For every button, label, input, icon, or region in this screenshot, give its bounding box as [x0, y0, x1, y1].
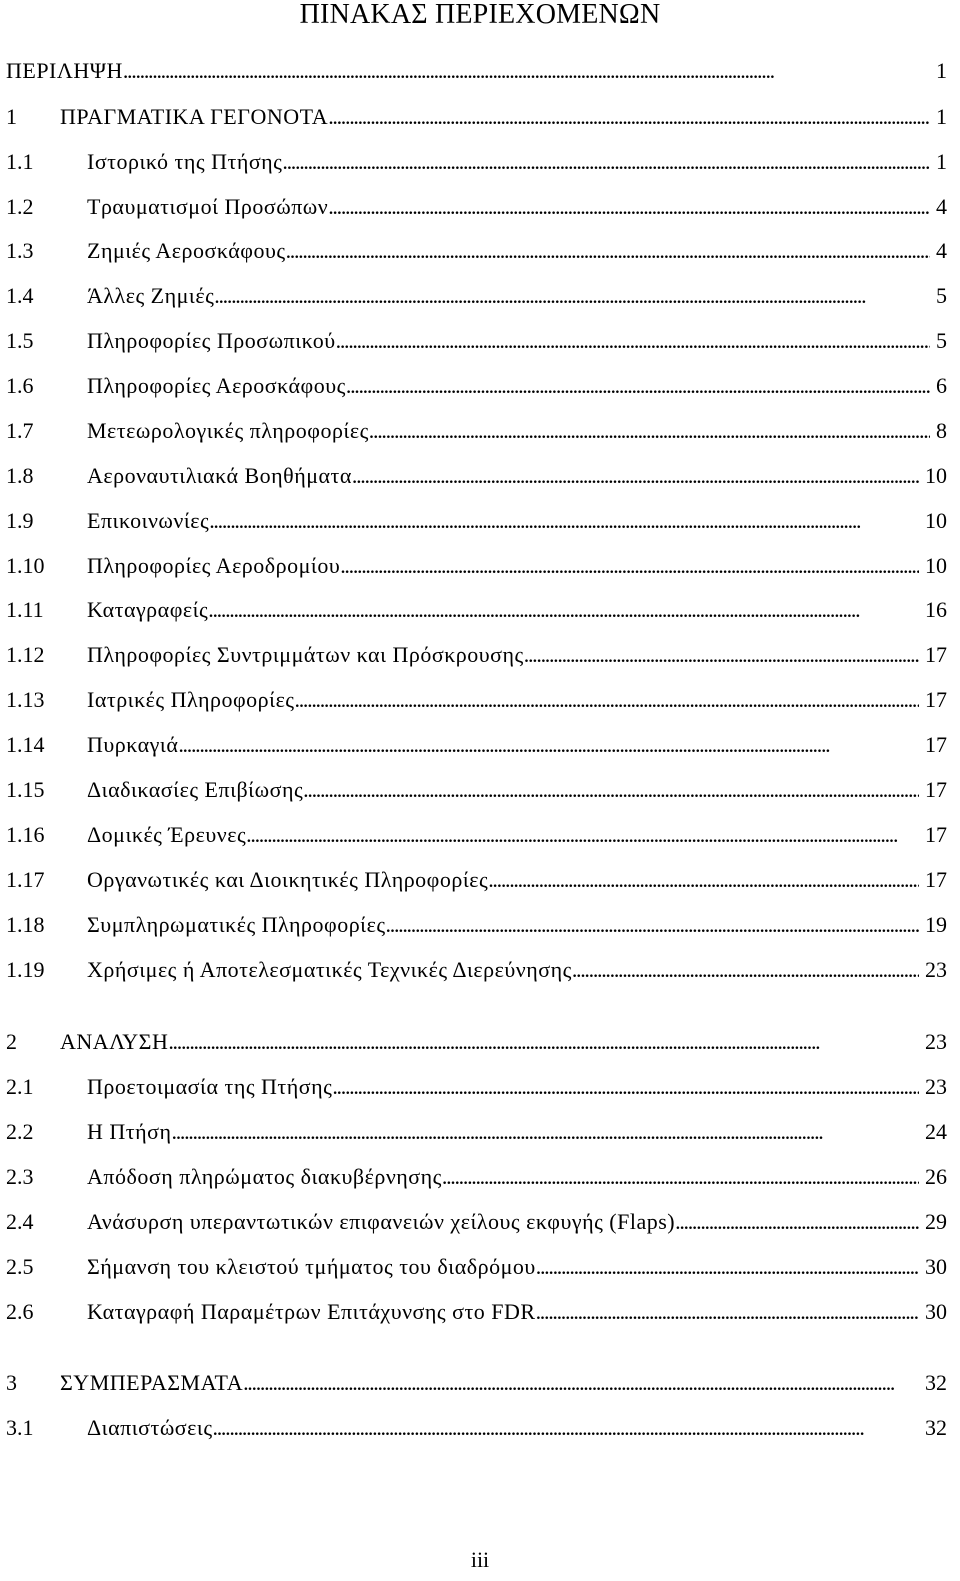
- toc-dot-leader: [123, 56, 930, 86]
- toc-entry-page: 29: [925, 1209, 947, 1234]
- toc-entry[interactable]: [6, 1027, 947, 1057]
- toc-entry-number: 2.6: [6, 1299, 34, 1324]
- toc-dot-leader: [369, 416, 930, 446]
- toc-entry-page: 17: [925, 822, 947, 847]
- toc-entry-number: 3.1: [6, 1415, 34, 1440]
- toc-dot-leader: [303, 775, 919, 805]
- toc-entry[interactable]: [6, 551, 947, 581]
- toc-dot-leader: [282, 147, 930, 177]
- toc-entry-page: 32: [925, 1370, 947, 1395]
- toc-dot-leader: [328, 102, 930, 132]
- toc-entry-page: 1: [936, 58, 947, 83]
- toc-entry[interactable]: [6, 595, 947, 625]
- toc-entry[interactable]: [6, 102, 947, 132]
- toc-entry[interactable]: [6, 1297, 947, 1327]
- toc-entry-page: 17: [925, 867, 947, 892]
- toc-entry-number: 1.19: [6, 957, 45, 982]
- toc-entry[interactable]: [6, 281, 947, 311]
- toc-entry-title: Αεροναυτιλιακά Βοηθήματα: [87, 463, 352, 488]
- toc-entry-title: Χρήσιμες ή Αποτελεσματικές Τεχνικές Διερεύνησης: [87, 957, 572, 982]
- toc-entry-page: 30: [925, 1299, 947, 1324]
- toc-entry-title: Προετοιμασία της Πτήσης: [87, 1074, 333, 1099]
- toc-entry-number: 1.11: [6, 597, 44, 622]
- toc-entry-number: 1.14: [6, 732, 45, 757]
- toc-entry-number: 2.3: [6, 1164, 34, 1189]
- toc-entry-number: 1.15: [6, 777, 45, 802]
- toc-entry-number: 1.5: [6, 328, 34, 353]
- toc-entry[interactable]: [6, 236, 947, 266]
- toc-dot-leader: [246, 820, 919, 850]
- toc-entry-title: Άλλες Ζημιές: [87, 283, 215, 308]
- toc-entry[interactable]: [6, 461, 947, 491]
- toc-entry-number: 2.2: [6, 1119, 34, 1144]
- page-title: ΠΙΝΑΚΑΣ ΠΕΡΙΕΧΟΜΕΝΩΝ: [299, 0, 661, 30]
- toc-entry-page: 19: [925, 912, 947, 937]
- toc-entry[interactable]: [6, 326, 947, 356]
- toc-entry-page: 17: [925, 777, 947, 802]
- toc-entry-number: 1.18: [6, 912, 45, 937]
- toc-dot-leader: [386, 910, 919, 940]
- toc-entry-page: 10: [925, 508, 947, 533]
- toc-dot-leader: [346, 371, 930, 401]
- toc-entry-number: 2.5: [6, 1254, 34, 1279]
- toc-entry-title: Τραυματισμοί Προσώπων: [87, 194, 329, 219]
- toc-entry[interactable]: [6, 1368, 947, 1398]
- toc-entry-number: 3: [6, 1370, 17, 1395]
- toc-dot-leader: [286, 236, 930, 266]
- toc-entry-page: 5: [936, 283, 947, 308]
- toc-entry-title: Συμπληρωματικές Πληροφορίες: [87, 912, 386, 937]
- toc-entry-page: 10: [925, 553, 947, 578]
- toc-entry[interactable]: [6, 1162, 947, 1192]
- toc-entry-number: 1.6: [6, 373, 34, 398]
- toc-dot-leader: [243, 1368, 919, 1398]
- toc-entry-title: Ανάσυρση υπεραντωτικών επιφανειών χείλους εκφυγής (Flaps): [87, 1209, 676, 1234]
- toc-dot-leader: [675, 1207, 919, 1237]
- toc-dot-leader: [488, 865, 919, 895]
- table-of-contents: [6, 0, 947, 1581]
- toc-dot-leader: [168, 1027, 919, 1057]
- toc-entry-page: 23: [925, 957, 947, 982]
- toc-entry-title: Πληροφορίες Συντριμμάτων και Πρόσκρουσης: [87, 642, 524, 667]
- toc-entry-page: 17: [925, 687, 947, 712]
- toc-entry-number: 1.10: [6, 553, 45, 578]
- toc-entry-page: 32: [925, 1415, 947, 1440]
- toc-entry-number: 1.1: [6, 149, 34, 174]
- toc-entry-number: 2.1: [6, 1074, 34, 1099]
- toc-entry-title: Ιστορικό της Πτήσης: [87, 149, 283, 174]
- toc-entry-number: 1.16: [6, 822, 45, 847]
- toc-entry-number: 1.2: [6, 194, 34, 219]
- toc-dot-leader: [213, 1413, 919, 1443]
- toc-entry[interactable]: [6, 685, 947, 715]
- toc-entry[interactable]: [6, 506, 947, 536]
- toc-dot-leader: [178, 730, 919, 760]
- toc-entry-number: 1: [6, 104, 17, 129]
- toc-entry[interactable]: [6, 1413, 947, 1443]
- toc-entry-number: 1.12: [6, 642, 45, 667]
- toc-entry[interactable]: [6, 1207, 947, 1237]
- toc-entry-number: 1.17: [6, 867, 45, 892]
- toc-entry-page: 4: [936, 194, 947, 219]
- toc-entry[interactable]: [6, 1117, 947, 1147]
- toc-entry-page: 30: [925, 1254, 947, 1279]
- toc-entry-number: 1.3: [6, 238, 34, 263]
- toc-entry-title: Διαδικασίες Επιβίωσης: [87, 777, 304, 802]
- toc-entry-page: 10: [925, 463, 947, 488]
- toc-entry-title: ΣΥΜΠΕΡΑΣΜΑΤΑ: [60, 1370, 244, 1395]
- toc-dot-leader: [209, 506, 919, 536]
- toc-entry-number: 2.4: [6, 1209, 34, 1234]
- toc-entry-page: 26: [925, 1164, 947, 1189]
- toc-dot-leader: [295, 685, 919, 715]
- toc-entry-number: 2: [6, 1029, 17, 1054]
- toc-entry-page: 23: [925, 1029, 947, 1054]
- toc-dot-leader: [336, 326, 930, 356]
- toc-entry-title: Πληροφορίες Αεροσκάφους: [87, 373, 346, 398]
- toc-entry-title: ΠΕΡΙΛΗΨΗ: [6, 58, 123, 83]
- toc-entry-page: 17: [925, 732, 947, 757]
- toc-entry-page: 5: [936, 328, 947, 353]
- toc-entry-title: Επικοινωνίες: [87, 508, 210, 533]
- toc-entry-page: 8: [936, 418, 947, 443]
- page-number: iii: [470, 1547, 490, 1572]
- toc-entry[interactable]: [6, 730, 947, 760]
- toc-entry[interactable]: [6, 910, 947, 940]
- toc-entry-number: 1.9: [6, 508, 34, 533]
- toc-entry-page: 1: [936, 149, 947, 174]
- toc-entry-page: 23: [925, 1074, 947, 1099]
- toc-entry[interactable]: [6, 820, 947, 850]
- toc-entry[interactable]: [6, 775, 947, 805]
- toc-entry-title: Μετεωρολογικές πληροφορίες: [87, 418, 369, 443]
- toc-entry-page: 16: [925, 597, 947, 622]
- toc-entry[interactable]: [6, 192, 947, 222]
- toc-dot-leader: [332, 1072, 919, 1102]
- toc-dot-leader: [536, 1252, 919, 1282]
- toc-entry-number: 1.13: [6, 687, 45, 712]
- toc-entry-title: Διαπιστώσεις: [87, 1415, 213, 1440]
- toc-entry[interactable]: [6, 955, 947, 985]
- toc-entry[interactable]: [6, 1072, 947, 1102]
- toc-entry-title: ΠΡΑΓΜΑΤΙΚΑ ΓΕΓΟΝΟΤΑ: [60, 104, 329, 129]
- toc-entry-title: ΑΝΑΛΥΣΗ: [60, 1029, 169, 1054]
- toc-entry[interactable]: [6, 865, 947, 895]
- toc-entry[interactable]: [6, 56, 947, 86]
- toc-entry-title: Απόδοση πληρώματος διακυβέρνησης: [87, 1164, 442, 1189]
- toc-entry-title: Σήμανση του κλειστού τμήματος του διαδρόμου: [87, 1254, 536, 1279]
- toc-entry-title: Δομικές Έρευνες: [87, 822, 247, 847]
- toc-entry-title: Καταγραφή Παραμέτρων Επιτάχυνσης στο FDR: [87, 1299, 536, 1324]
- toc-entry-number: 1.7: [6, 418, 34, 443]
- toc-entry-title: Ιατρικές Πληροφορίες: [87, 687, 295, 712]
- toc-entry[interactable]: [6, 1252, 947, 1282]
- toc-dot-leader: [340, 551, 919, 581]
- toc-entry-number: 1.4: [6, 283, 34, 308]
- toc-entry-page: 24: [925, 1119, 947, 1144]
- toc-dot-leader: [214, 281, 930, 311]
- toc-entry[interactable]: [6, 371, 947, 401]
- toc-entry-page: 1: [936, 104, 947, 129]
- toc-dot-leader: [208, 595, 919, 625]
- toc-entry-title: Πληροφορίες Προσωπικού: [87, 328, 336, 353]
- toc-entry[interactable]: [6, 416, 947, 446]
- toc-entry-number: 1.8: [6, 463, 34, 488]
- toc-entry-title: Η Πτήση: [87, 1119, 172, 1144]
- toc-entry-title: Ζημιές Αεροσκάφους: [87, 238, 286, 263]
- toc-dot-leader: [442, 1162, 919, 1192]
- toc-dot-leader: [328, 192, 930, 222]
- toc-dot-leader: [172, 1117, 920, 1147]
- toc-dot-leader: [352, 461, 919, 491]
- toc-entry-page: 6: [936, 373, 947, 398]
- toc-dot-leader: [572, 955, 919, 985]
- toc-entry[interactable]: [6, 640, 947, 670]
- toc-entry-title: Πληροφορίες Αεροδρομίου: [87, 553, 341, 578]
- toc-entry-title: Οργανωτικές και Διοικητικές Πληροφορίες: [87, 867, 489, 892]
- toc-entry[interactable]: [6, 147, 947, 177]
- toc-dot-leader: [536, 1297, 919, 1327]
- toc-dot-leader: [524, 640, 919, 670]
- toc-entry-page: 4: [936, 238, 947, 263]
- toc-entry-title: Πυρκαγιά: [87, 732, 179, 757]
- toc-entry-page: 17: [925, 642, 947, 667]
- toc-entry-title: Καταγραφείς: [87, 597, 209, 622]
